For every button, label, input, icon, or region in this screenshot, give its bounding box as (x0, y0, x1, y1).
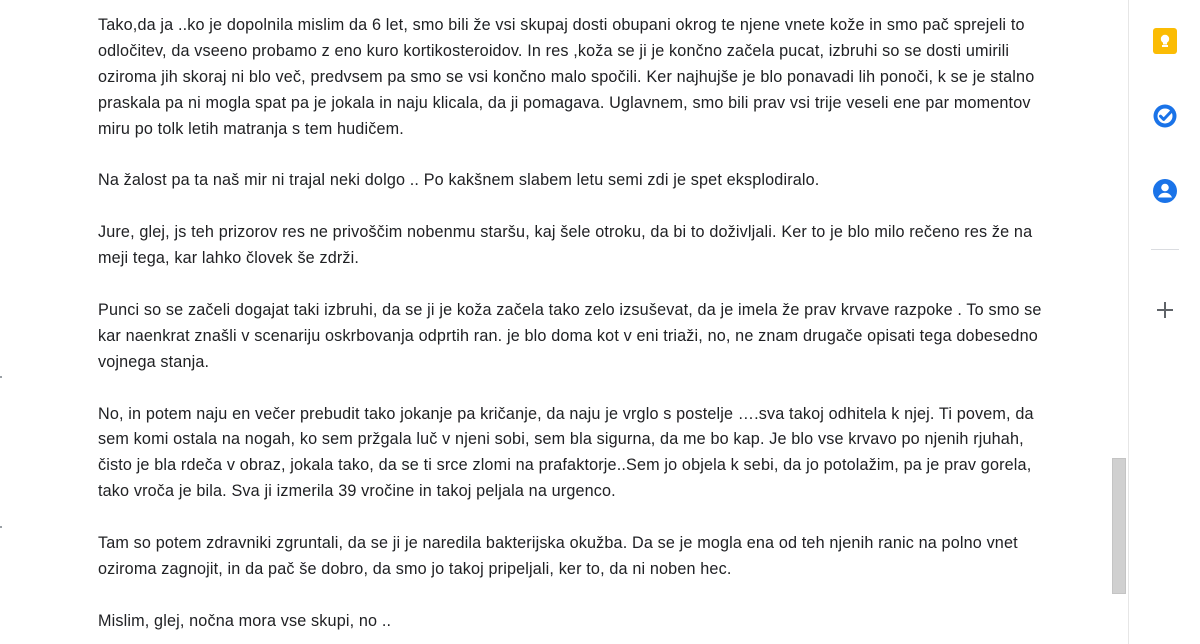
text-line: Tam so potem zdravniki zgruntali, da se ji je naredila bakterijska okužba. Da se je mogla ena od teh njenih ranic na polno vnet (98, 534, 1018, 553)
text-line: Tako,da ja ..ko je dopolnila mislim da 6 let, smo bili že vsi skupaj dosti obupani okrog te njene vnete kože in smo pač sprejeli to (98, 16, 1025, 34)
side-panel (1128, 0, 1200, 644)
get-add-ons-button[interactable] (1151, 296, 1179, 324)
paragraph (98, 609, 1098, 635)
left-margin-marker (0, 376, 2, 378)
text-line: tako vroča je bila. Sva ji izmerila 39 vročine in takoj peljala na urgenco. (98, 482, 616, 501)
keep-button[interactable] (1151, 27, 1179, 55)
text-line: odločitev, da vseeno probamo z eno kuro kortikosteroidov. In res ,koža se ji je končno začela pucat, izbruhi so se dosti umirili (98, 41, 1010, 60)
left-margin-marker (0, 526, 2, 528)
paragraph (98, 220, 1098, 272)
scrollbar-thumb[interactable] (1112, 458, 1126, 594)
contacts-icon (1151, 177, 1179, 205)
paragraph (98, 168, 1098, 194)
keep-icon (1151, 27, 1179, 55)
text-line: vojnega stanja. (98, 352, 210, 371)
tasks-button[interactable] (1151, 102, 1179, 130)
paragraph (98, 13, 1098, 143)
text-line: Jure, glej, js teh prizorov res ne privoščim nobenmu staršu, kaj šele otroku, da bi to doživljali. Ker to je blo milo rečeno res že na (98, 223, 1033, 242)
text-line: Punci so se začeli dogajat taki izbruhi, da se ji je koža začela tako zelo izsuševat, da je imela že prav krvave razpoke . To smo se (98, 300, 1042, 319)
text-line: miru po tolk letih matranja s tem hudičem. (98, 119, 404, 138)
text-line: čisto je bla rdeča v obraz, jokala tako, da se ti srce zlomi na prafaktorje..Sem jo objela k sebi, da jo potolažim, pa je prav gorela, (98, 456, 1032, 475)
text-line: No, in potem naju en večer prebudit tako jokanje pa kričanje, da naju je vrglo s postelje ….sva takoj odhitela k njej. Ti povem, da (98, 404, 1034, 423)
contacts-button[interactable] (1151, 177, 1179, 205)
paragraph (98, 402, 1098, 506)
text-line: oziroma zagnojit, in da pač še dobro, da smo jo takoj pripeljali, ker to, da ni noben hec. (98, 559, 732, 578)
text-line: oziroma jih skoraj ni blo več, predvsem pa smo se vsi končno malo spočili. Ker najhujše je blo ponavadi lih ponoči, k se je stalno (98, 67, 1035, 86)
text-line: Mislim, glej, nočna mora vse skupi, no .. (98, 611, 392, 630)
side-panel-divider (1151, 249, 1179, 250)
paragraph (98, 531, 1098, 583)
add-icon (1151, 296, 1179, 324)
text-line: sem komi ostala na nogah, ko sem pržgala luč v njeni sobi, sem bla sigurna, da me bo kap. Je blo vse krvavo po njenih rjuhah, (98, 430, 1024, 449)
text-line: Na žalost pa ta naš mir ni trajal neki dolgo .. Po kakšnem slabem letu semi zdi je spet eksplodiralo. (98, 171, 820, 190)
paragraph (98, 298, 1098, 376)
tasks-icon (1151, 102, 1179, 130)
text-line: praskala pa ni mogla spat pa je jokala in naju klicala, da ji pomagava. Uglavnem, smo bili prav vsi trije veseli ene par momentov (98, 93, 1031, 112)
text-line: kar naenkrat znašli v scenariju oskrbovanja odprtih ran. je blo doma kot v eni triaži, no, ne znam drugače opisati tega dobesedno (98, 326, 1038, 345)
text-line: meji tega, kar lahko človek še zdrži. (98, 249, 360, 268)
document-body[interactable] (98, 13, 1098, 644)
